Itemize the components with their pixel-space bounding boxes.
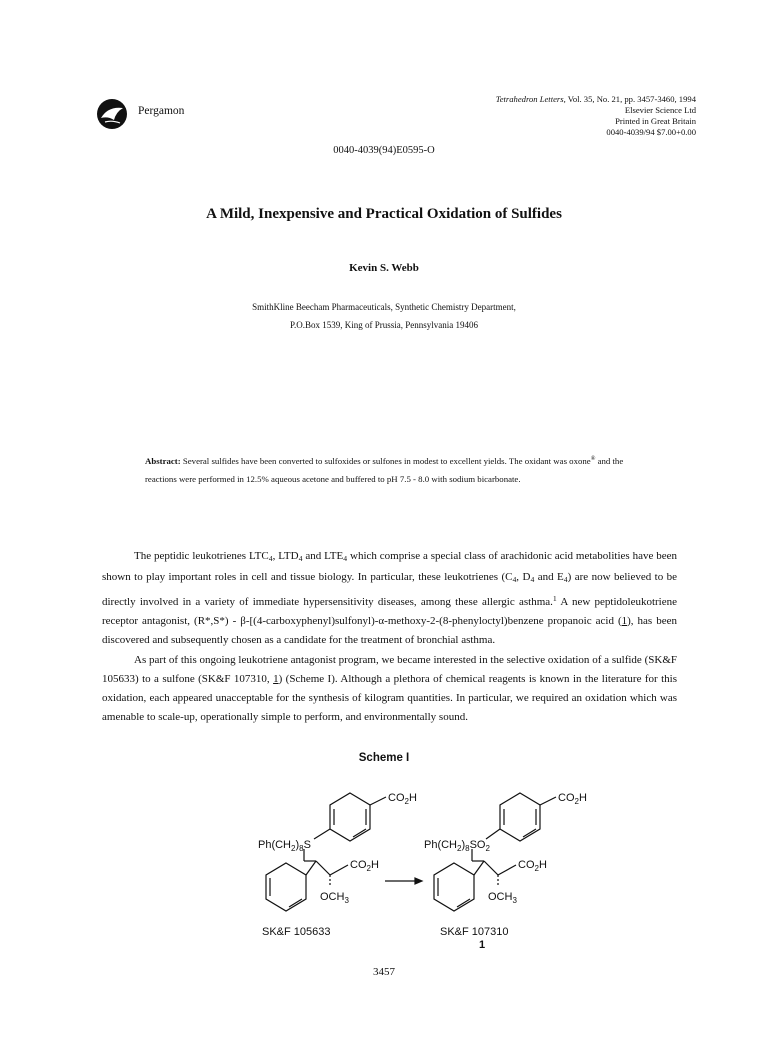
printed-line: Printed in Great Britain (615, 116, 696, 126)
journal-citation: Vol. 35, No. 21, pp. 3457-3460, 1994 (565, 94, 696, 104)
abstract-text-b: and the reactions were performed in 12.5% aqueous acetone and buffered to pH 7.5 - 8.0 with sodium bicarbonate. (145, 456, 624, 484)
benzene-ring-right (434, 863, 474, 911)
body-text (102, 547, 677, 727)
paragraph-2: As part of this ongoing leukotriene antagonist program, we became interested in the selective oxidation of a sulfide (SK&F 105633) to a sulfone (SK&F 107310, 1) (Scheme I). Although a plethora of chemical reagents is known in the literature for this oxidation, each appeared unacceptable for the synthesis of kilogram quantities. In particular, we required an oxidation which was amenable to scale-up, operationally simple to perform, and environmentally sound. (102, 654, 678, 723)
aryl-ring-left (330, 793, 370, 841)
phenyloctyl-sulfone-label: $Ph(CH_2)_8SO_2$ (424, 839, 490, 853)
methoxy-label: $OCH_3$ (320, 891, 349, 905)
abstract-text-a: Several sulfides have been converted to sulfoxides or sulfones in modest to excellent yields. The oxidant was oxone (180, 456, 591, 466)
aryl-ring-right (500, 793, 540, 841)
left-compound-label: SK&F 105633 (262, 926, 331, 938)
right-compound-label: SK&F 107310 (440, 926, 509, 938)
compound-number: 1 (479, 939, 486, 951)
phenyloctyl-label: $Ph(CH_2)_8S$ (258, 839, 311, 853)
abstract (145, 450, 645, 488)
methoxy-label: $OCH_3$ (488, 891, 517, 905)
compound-ref: 1 (273, 673, 279, 685)
journal-title: Tetrahedron Letters, (495, 94, 566, 104)
paragraph-1: The peptidic leukotrienes $LTC_4$, $LTD_4$ and $LTE_4$ which comprise a special class of arachidonic acid metabolities have been shown to play important roles in cell and tissue biology. In particular, these leukotrienes ($C_4$, $D_4$ and $E_4$) are now believed to be directly involved in a variety of immediate hypersensitivity diseases, among these allergic asthma.$^1$ A new peptidoleukotriene receptor antagonist, (R*,S*) - β-[(4-carboxyphenyl)sulfonyl)-α-methoxy-2-(8-phenyloctyl)benzene propanoic acid (1), has been discovered and subsequently chosen as a candidate for the treatment of bronchial asthma. (102, 550, 678, 646)
reference-1: 1 (552, 594, 557, 603)
price-code: 0040-4039/94 $7.00+0.00 (606, 127, 696, 137)
scheme-title: Scheme I (358, 752, 410, 764)
doi-code: 0040-4039(94)E0595-O (333, 145, 435, 156)
carboxyl-label: $CO_2H$ (558, 792, 587, 806)
journal-info (396, 94, 696, 138)
reaction-scheme (200, 775, 587, 951)
publisher-line: Elsevier Science Ltd (624, 105, 696, 115)
page-number: 3457 (373, 966, 395, 978)
compound-ref: 1 (621, 615, 628, 627)
affiliation (0, 298, 768, 334)
author-name: Kevin S. Webb (349, 262, 419, 274)
abstract-label: Abstract: (145, 456, 181, 466)
affiliation-line-2: P.O.Box 1539, King of Prussia, Pennsylvania 19406 (289, 320, 478, 330)
article-title: A Mild, Inexpensive and Practical Oxidation of Sulfides (206, 206, 562, 222)
carboxyl-label: $CO_2H$ (518, 859, 547, 873)
affiliation-line-1: SmithKline Beecham Pharmaceuticals, Synthetic Chemistry Department, (252, 302, 516, 312)
carboxyl-label: $CO_2H$ (350, 859, 379, 873)
registered-mark: ® (590, 456, 596, 462)
pergamon-logo-icon (96, 98, 128, 130)
publisher-name: Pergamon (138, 105, 185, 117)
benzene-ring-left (266, 863, 306, 911)
carboxyl-label: $CO_2H$ (388, 792, 417, 806)
